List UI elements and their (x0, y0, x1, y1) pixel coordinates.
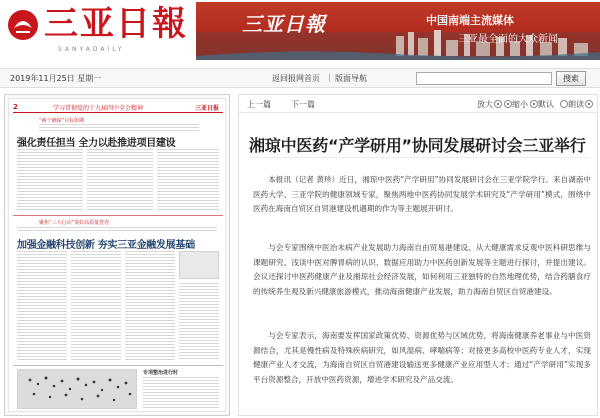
previous-article-link[interactable]: 上一篇 (247, 100, 271, 109)
site-header (0, 0, 600, 64)
column-text-block (87, 149, 153, 211)
newspaper-page-viewer[interactable] (4, 94, 230, 416)
radio-icon (494, 100, 502, 108)
newspaper-logo-icon (6, 8, 40, 42)
page-headline-1: 强化责任担当 全力以赴推进项目建设 (17, 138, 176, 149)
banner-slogan-primary: 中国南端主流媒体 (426, 14, 514, 27)
search-button[interactable]: 搜索 (556, 71, 586, 86)
banner-slogan-secondary: 三亚最全面的大众新闻 (458, 34, 558, 45)
top-nav-bar (0, 68, 600, 88)
radio-icon (530, 100, 538, 108)
subhead-text-block (17, 227, 217, 233)
default-size-button[interactable] (529, 99, 554, 110)
page-headline-2: 加强金融科技创新 夯实三亚金融发展基础 (17, 240, 195, 251)
column-text-block (143, 377, 219, 409)
page-masthead (13, 103, 223, 111)
page-subhead-1: “两个确保”目标如期 (39, 118, 85, 124)
article-paragraph: 与会专家围绕中医治未病产业发展助力海南自由贸易港建设、从大健康需求反观中医科研思维与课题研究、浅谈中医对脾胃病的认识、数据应用助力中医药创新发展等主题进行探讨，并提出建议。会议还探讨中医药健康产业及湘琼社会经济发展，如何利用三亚独特的自然地理优势，结合药膳食疗的传统养生观及新兴健康旅游模式，推动海南健康产业发展，助力海南自贸区自贸港建设。 (253, 243, 591, 296)
logo-english: SANYADAILY (58, 46, 125, 53)
column-text-block (179, 283, 219, 361)
column-text-block (17, 251, 67, 361)
next-article-link[interactable]: 下一篇 (291, 100, 315, 109)
page-subhead-2: 聚焦“三大行动”奏好高质量答卷 (39, 220, 110, 226)
logo-wordmark: 三亚日報 (44, 4, 188, 44)
article-reader (238, 94, 598, 416)
news-photo-thumbnail (179, 251, 219, 279)
speaker-icon (560, 100, 568, 108)
zoom-out-label: 缩小 (512, 100, 528, 109)
page-number: 2 (13, 103, 18, 111)
article-paragraph: 本报讯（记者 黄珍）近日，湘琼中医药“产学研用”协同发展研讨会在三亚学院学行。来自湖南中医药大学、三亚学院的健康领域专家，聚焦两地中医药协同发展学术研究及“产学研用”模式，围绕中医药在海南自贸区自贸港建设机遇期的作为等主题展开研讨。 (253, 175, 591, 214)
zoom-in-button[interactable] (477, 99, 502, 110)
current-date: 2019年11月25日 星期一 (10, 74, 102, 83)
subhead-text-block (39, 124, 199, 132)
zoom-in-label: 放大 (477, 100, 493, 109)
banner-wordmark: 三亚日報 (242, 12, 326, 36)
page-navigation-link[interactable]: 版面导航 (335, 74, 367, 83)
sidebar-box-title: 专项整治进行时 (143, 370, 179, 376)
nav-separator: | (328, 73, 331, 82)
column-text-block (71, 251, 121, 361)
header-banner (196, 2, 600, 60)
section-rule (13, 365, 223, 366)
column-text-block (125, 251, 175, 361)
zoom-out-button[interactable] (503, 99, 528, 110)
section-rule (13, 215, 223, 216)
page-section-title: 学习贯彻党的十九届四中全会精神 (53, 105, 144, 112)
article-toolbar (239, 95, 597, 113)
search-input[interactable] (416, 72, 552, 85)
article-paragraph: 与会专家表示，海南要发挥国家政策优势、资源优势与区域优势，将海南健康养老事业与中医资源结合，尤其是慢性病及特殊疾病研究，如风湿病、哮喘病等；对接更多高校中医药专业人才，实现健康产业人才交流，为海南自贸区自贸港建设输送更多健康产业应用型人才；通过“产学研用”实现多平台资源整合，开放中医药资源，增进学术研究及产品交流。 (253, 331, 591, 384)
page-masthead-brand: 三亚日报 (194, 105, 219, 112)
birds-image (18, 370, 137, 409)
masthead-rule (13, 112, 223, 113)
read-aloud-button[interactable] (559, 99, 593, 110)
read-aloud-label: 朗读 (568, 100, 584, 109)
title-divider (249, 157, 589, 158)
flock-photo (17, 369, 137, 409)
newspaper-page-image[interactable] (8, 98, 226, 412)
article-title: 湘琼中医药“产学研用”协同发展研讨会三亚举行 (249, 136, 586, 155)
default-size-label: 默认 (538, 100, 554, 109)
column-text-block (17, 149, 83, 211)
column-text-block (157, 149, 219, 211)
radio-icon (504, 100, 512, 108)
home-link[interactable]: 返回报网首页 (272, 74, 320, 83)
radio-icon (585, 100, 593, 108)
